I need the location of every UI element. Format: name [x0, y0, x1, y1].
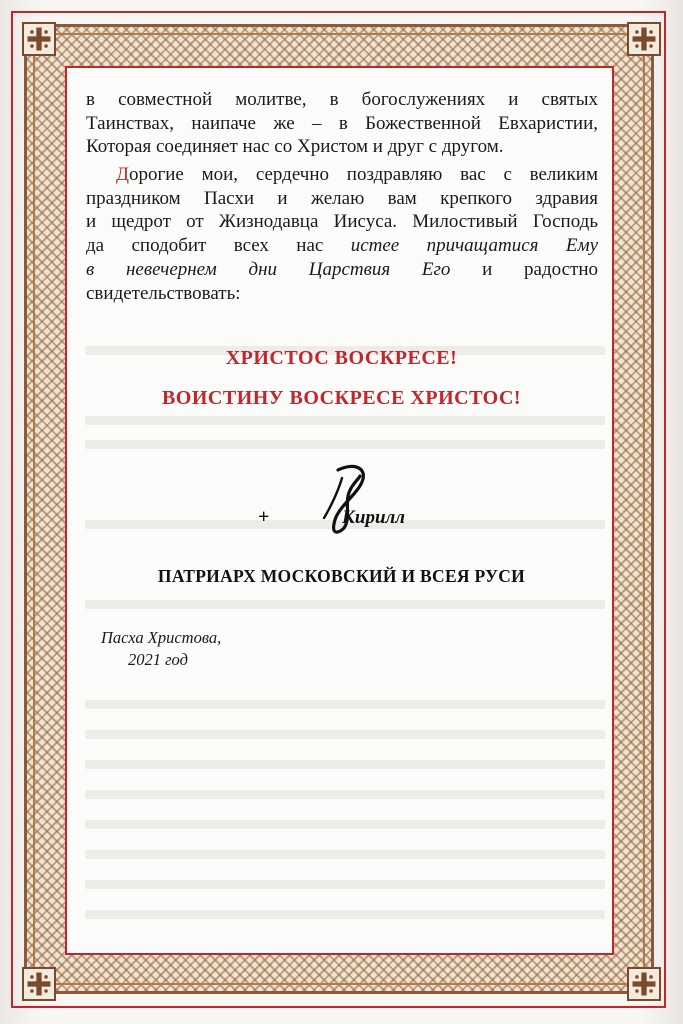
text-fragment: орогие мои, сердечно поздравляю вас с великим	[128, 164, 598, 185]
text-line	[86, 258, 598, 282]
text-line: и щедрот от Жизнодавца Иисуса. Милостивый Господь	[86, 211, 598, 233]
bleed-through-line	[85, 440, 605, 449]
text-fragment: да сподобит всех нас	[86, 235, 351, 257]
text-line: свидетельствовать:	[86, 282, 241, 304]
date-line-2: 2021 год	[128, 650, 188, 669]
corner-cross-icon	[627, 22, 661, 56]
signature	[258, 462, 408, 542]
bleed-through-line	[85, 700, 605, 709]
bleed-through-line	[85, 880, 605, 889]
signature-scribble	[258, 462, 408, 542]
author-title: ПАТРИАРХ МОСКОВСКИЙ И ВСЕЯ РУСИ	[157, 566, 526, 586]
bleed-through-line	[85, 416, 605, 425]
signature-cross: +	[258, 506, 270, 528]
bleed-through-line	[85, 730, 605, 739]
bleed-through-line	[85, 820, 605, 829]
bleed-through-line	[85, 850, 605, 859]
paragraph-1	[86, 88, 598, 159]
italic-fragment: в невечернем дни Царствия Его	[86, 258, 451, 280]
bleed-through-line	[85, 760, 605, 769]
bleed-through-line	[85, 790, 605, 799]
italic-fragment: истее причащатися Ему	[350, 235, 598, 257]
text-line: праздником Пасхи и желаю вам крепкого здравия	[86, 187, 598, 209]
bleed-through-line	[85, 600, 605, 609]
corner-cross-icon	[22, 22, 56, 56]
text-line	[86, 234, 598, 258]
corner-cross-icon	[22, 967, 56, 1001]
paragraph-2	[86, 163, 598, 305]
corner-cross-icon	[627, 967, 661, 1001]
date-line-1: Пасха Христова,	[101, 628, 222, 647]
text-line: Таинствах, наипаче же – в Божественной Евхаристии,	[86, 112, 598, 134]
text-line: в совместной молитве, в богослужениях и святых	[86, 89, 598, 110]
text-fragment: и радостно	[450, 258, 598, 280]
signature-text: Кирилл	[342, 507, 406, 528]
greeting-truly-risen: ВОИСТИНУ ВОСКРЕСЕ ХРИСТОС!	[161, 387, 522, 409]
text-line	[86, 163, 598, 187]
red-drop-letter: Д	[116, 164, 129, 185]
text-line: Которая соединяет нас со Христом и друг с другом.	[86, 136, 504, 158]
bleed-through-line	[85, 910, 605, 919]
greeting-christ-is-risen: ХРИСТОС ВОСКРЕСЕ!	[225, 347, 458, 369]
